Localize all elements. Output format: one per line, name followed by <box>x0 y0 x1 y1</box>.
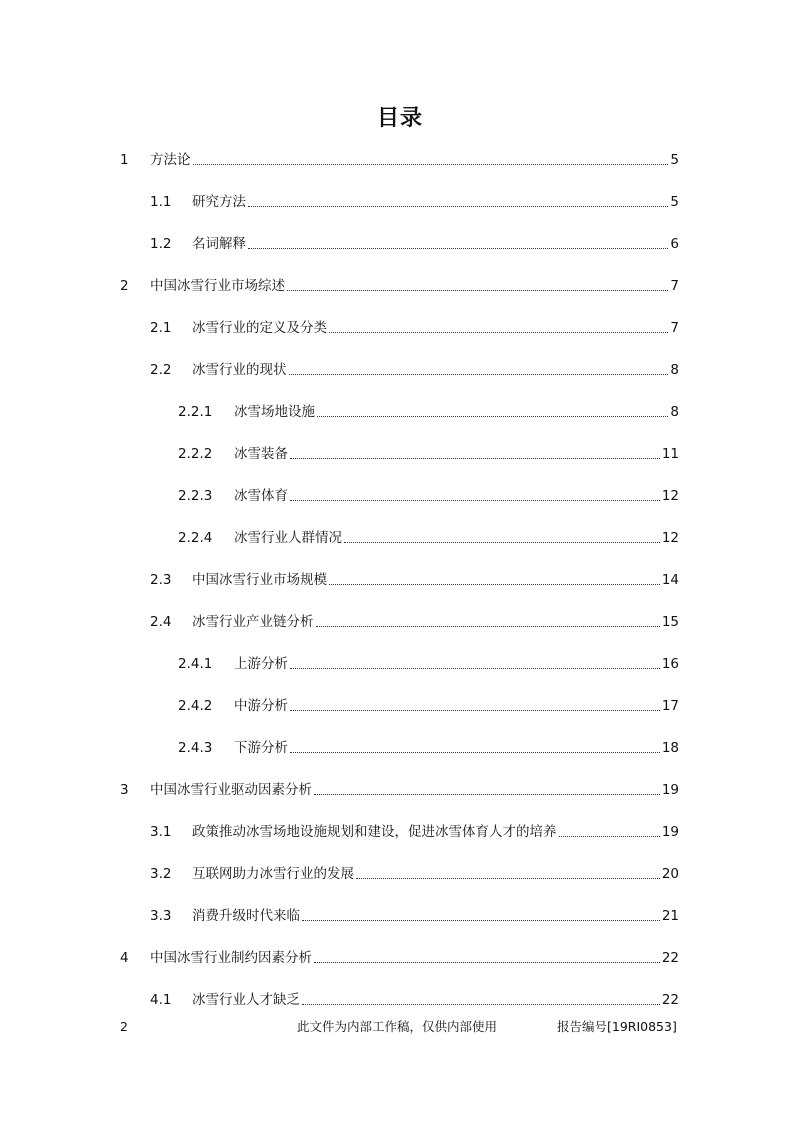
toc-entry-page: 21 <box>661 908 679 924</box>
toc-entry-title: 研究方法 <box>192 194 246 210</box>
toc-entry-title: 互联网助力冰雪行业的发展 <box>192 866 354 882</box>
toc-entry-title: 冰雪行业的定义及分类 <box>192 320 327 336</box>
toc-dot-leader <box>317 416 668 417</box>
toc-entry-number: 1 <box>120 152 129 168</box>
toc-entry[interactable] <box>178 737 679 759</box>
toc-entry-number: 1.2 <box>150 236 172 252</box>
toc-entry-page: 16 <box>661 656 679 672</box>
toc-entry-number: 2.2.3 <box>178 488 213 504</box>
toc-dot-leader <box>316 626 660 627</box>
toc-entry[interactable] <box>120 149 679 171</box>
toc-entry[interactable] <box>150 989 679 1011</box>
toc-dot-leader <box>314 962 660 963</box>
toc-entry-number: 2.4.3 <box>178 740 213 756</box>
toc-entry-number: 3 <box>120 782 129 798</box>
toc-dot-leader <box>559 836 660 837</box>
toc-entry-page: 5 <box>670 152 679 168</box>
toc-entry-number: 3.3 <box>150 908 172 924</box>
toc-entry-title: 政策推动冰雪场地设施规划和建设，促进冰雪体育人才的培养 <box>192 824 557 840</box>
toc-dot-leader <box>290 710 660 711</box>
toc-dot-leader <box>329 332 668 333</box>
toc-dot-leader <box>356 878 660 879</box>
footer-confidentiality-notice: 此文件为内部工作稿，仅供内部使用 <box>297 1019 498 1034</box>
toc-entry-number: 3.2 <box>150 866 172 882</box>
toc-entry-page: 14 <box>661 572 679 588</box>
toc-entry[interactable] <box>150 317 679 339</box>
toc-entry-page: 12 <box>661 488 679 504</box>
toc-entry-page: 19 <box>661 782 679 798</box>
toc-entry-title: 中国冰雪行业制约因素分析 <box>150 950 312 966</box>
toc-entry-number: 4.1 <box>150 992 172 1008</box>
toc-entry-title: 冰雪行业产业链分析 <box>192 614 314 630</box>
toc-entry-page: 8 <box>670 404 679 420</box>
toc-entry-title: 消费升级时代来临 <box>192 908 300 924</box>
toc-dot-leader <box>344 542 660 543</box>
toc-entry-page: 19 <box>661 824 679 840</box>
toc-entry-number: 2.2.2 <box>178 446 213 462</box>
toc-entry-page: 7 <box>670 278 679 294</box>
toc-heading: 目录 <box>376 106 423 131</box>
toc-entry-page: 22 <box>661 992 679 1008</box>
toc-entry[interactable] <box>178 401 679 423</box>
toc-entry-title: 方法论 <box>150 152 191 168</box>
toc-entry-title: 下游分析 <box>234 740 288 756</box>
toc-entry-number: 2.4.2 <box>178 698 213 714</box>
toc-entry-title: 中游分析 <box>234 698 288 714</box>
footer-report-id: 报告编号[19RI0853] <box>557 1019 677 1034</box>
toc-entry-number: 2.2 <box>150 362 172 378</box>
toc-dot-leader <box>248 248 668 249</box>
toc-entry-title: 中国冰雪行业市场规模 <box>192 572 327 588</box>
toc-entry-title: 中国冰雪行业驱动因素分析 <box>150 782 312 798</box>
toc-entry-title: 上游分析 <box>234 656 288 672</box>
toc-dot-leader <box>302 1004 660 1005</box>
toc-dot-leader <box>248 206 668 207</box>
footer-page-number: 2 <box>120 1019 128 1034</box>
toc-entry-number: 1.1 <box>150 194 172 210</box>
toc-entry-number: 2.1 <box>150 320 172 336</box>
toc-entry-title: 冰雪行业人才缺乏 <box>192 992 300 1008</box>
toc-entry-page: 22 <box>661 950 679 966</box>
toc-entry-page: 15 <box>661 614 679 630</box>
toc-entry[interactable] <box>178 443 679 465</box>
toc-entry-number: 2.4.1 <box>178 656 213 672</box>
toc-entry-page: 6 <box>670 236 679 252</box>
toc-entry-number: 2 <box>120 278 129 294</box>
toc-entry[interactable] <box>150 191 679 213</box>
toc-entry-number: 2.3 <box>150 572 172 588</box>
toc-entry[interactable] <box>150 905 679 927</box>
toc-entry-page: 17 <box>661 698 679 714</box>
toc-entry[interactable] <box>150 611 679 633</box>
toc-entry-number: 2.2.1 <box>178 404 213 420</box>
toc-entry[interactable] <box>150 233 679 255</box>
toc-entry[interactable] <box>150 569 679 591</box>
toc-entry-title: 冰雪装备 <box>234 446 288 462</box>
toc-entry-number: 2.2.4 <box>178 530 213 546</box>
toc-entry-page: 20 <box>661 866 679 882</box>
toc-entry[interactable] <box>120 275 679 297</box>
toc-entry-number: 4 <box>120 950 129 966</box>
toc-entry-title: 冰雪行业人群情况 <box>234 530 342 546</box>
toc-entry-page: 11 <box>661 446 679 462</box>
toc-entry-title: 冰雪行业的现状 <box>192 362 287 378</box>
toc-entry-title: 中国冰雪行业市场综述 <box>150 278 285 294</box>
toc-dot-leader <box>287 290 668 291</box>
toc-entry[interactable] <box>150 863 679 885</box>
toc-entry-page: 7 <box>670 320 679 336</box>
toc-entry-title: 冰雪体育 <box>234 488 288 504</box>
toc-entry[interactable] <box>120 947 679 969</box>
toc-entry[interactable] <box>150 821 679 843</box>
toc-entry-page: 8 <box>670 362 679 378</box>
toc-entry[interactable] <box>120 779 679 801</box>
toc-entry-number: 3.1 <box>150 824 172 840</box>
toc-entry-page: 18 <box>661 740 679 756</box>
toc-dot-leader <box>193 164 669 165</box>
toc-dot-leader <box>290 668 660 669</box>
toc-dot-leader <box>289 374 669 375</box>
toc-dot-leader <box>290 458 660 459</box>
toc-entry[interactable] <box>178 485 679 507</box>
toc-entry-page: 12 <box>661 530 679 546</box>
toc-entry[interactable] <box>178 527 679 549</box>
toc-entry[interactable] <box>178 653 679 675</box>
toc-entry[interactable] <box>178 695 679 717</box>
toc-entry-title: 冰雪场地设施 <box>234 404 315 420</box>
toc-dot-leader <box>290 500 660 501</box>
toc-dot-leader <box>329 584 660 585</box>
toc-entry-page: 5 <box>670 194 679 210</box>
toc-dot-leader <box>290 752 660 753</box>
toc-dot-leader <box>314 794 660 795</box>
toc-entry-title: 名词解释 <box>192 236 246 252</box>
toc-dot-leader <box>302 920 660 921</box>
toc-entry[interactable] <box>150 359 679 381</box>
toc-entry-number: 2.4 <box>150 614 172 630</box>
